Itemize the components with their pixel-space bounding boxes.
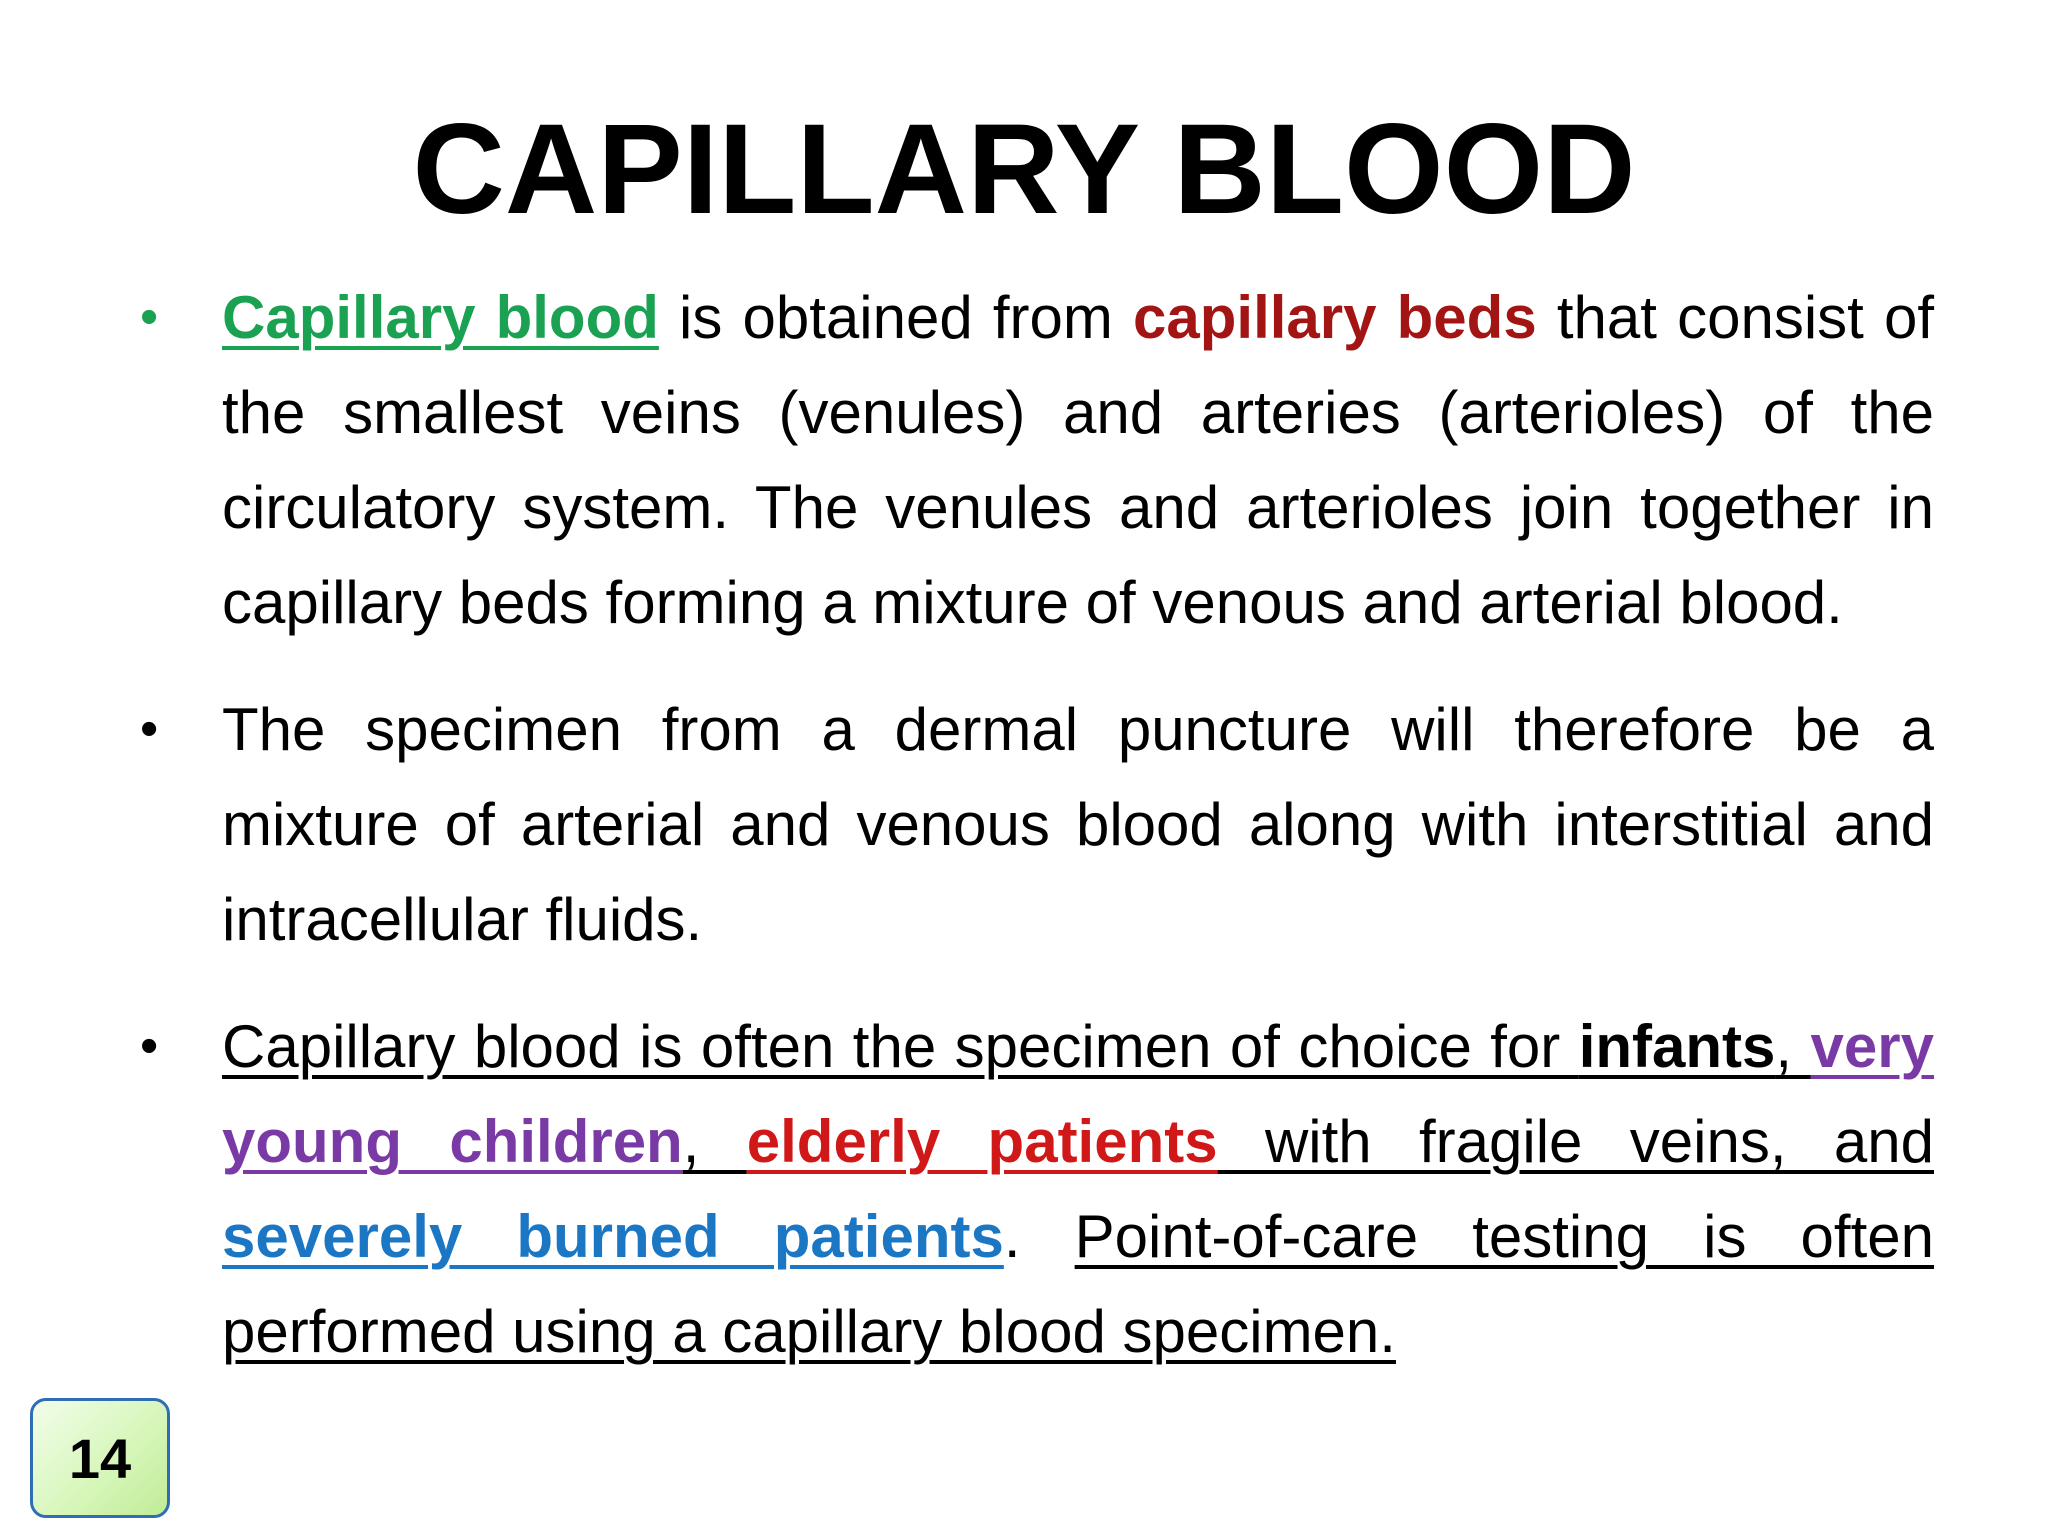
bullet-text: .	[1003, 1203, 1075, 1270]
bullet-marker-icon: •	[140, 700, 159, 758]
bullet-item-capillary-blood-definition	[140, 270, 1935, 650]
bullet-text: ,	[682, 1108, 747, 1175]
page-title: CAPILLARY BLOOD	[412, 98, 1636, 241]
term-severely-burned-patients: severely burned patients	[222, 1203, 1004, 1270]
bullet-list	[140, 270, 1935, 1379]
bullet-item-dermal-puncture	[140, 682, 1934, 967]
bullet-text: Capillary blood is often the specimen of choice for	[222, 1013, 1579, 1080]
bullet-text: with fragile veins, and	[1217, 1108, 1934, 1175]
page-number-badge: 14	[30, 1398, 170, 1518]
term-capillary-blood: Capillary blood	[222, 284, 659, 351]
term-infants: infants	[1578, 1013, 1776, 1080]
term-capillary-beds: capillary beds	[1133, 284, 1537, 351]
bullet-item-specimen-of-choice	[140, 999, 1935, 1379]
bullet-marker-icon: •	[140, 1017, 159, 1075]
bullet-marker-icon: •	[140, 288, 159, 346]
bullet-text: that consist of the smallest veins (venules) and arteries (arterioles) of the circulatory system. The venules and arterioles join together in capillary beds forming a mixture of venous and arterial blood.	[222, 284, 1935, 636]
bullet-text-point-of-care: Point-of-care testing is often performed using a capillary blood specimen.	[222, 1203, 1935, 1365]
term-very-young-children: very young children	[222, 1013, 1934, 1175]
bullet-text: The specimen from a dermal puncture will therefore be a mixture of arterial and venous blood along with interstitial and intracellular fluids.	[222, 696, 1934, 953]
term-elderly-patients: elderly patients	[746, 1108, 1218, 1175]
bullet-text: ,	[1775, 1013, 1811, 1080]
bullet-text: is obtained from	[658, 284, 1134, 351]
